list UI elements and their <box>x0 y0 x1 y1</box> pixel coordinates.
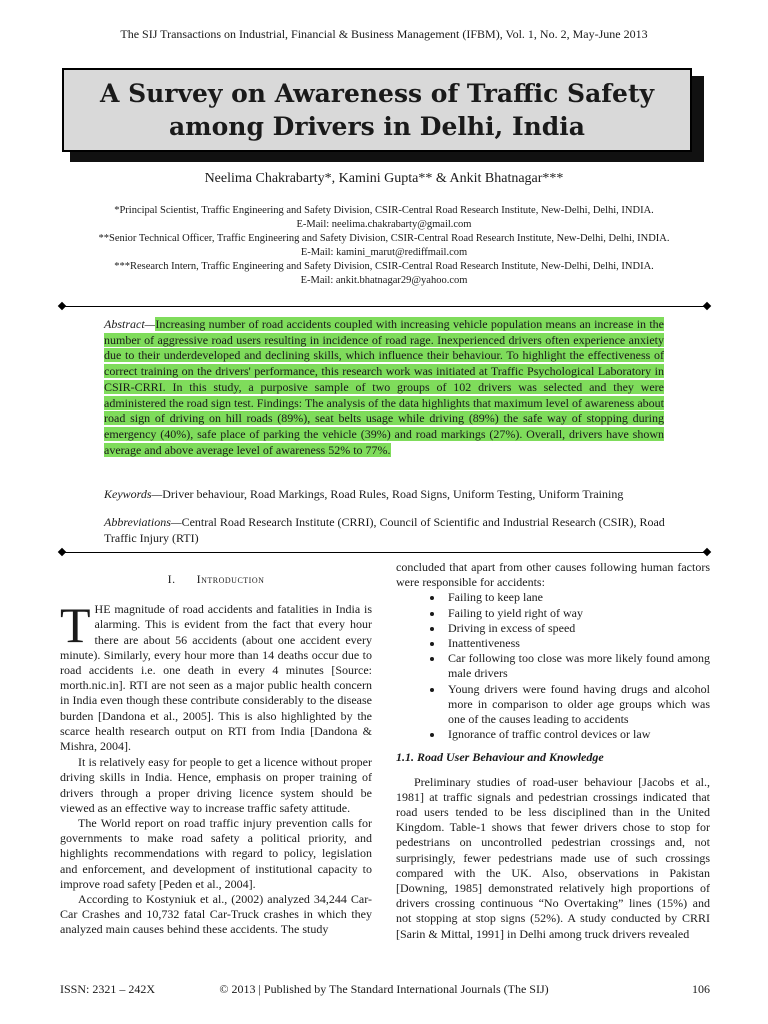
footer-publisher: © 2013 | Published by The Standard International Journals (The SIJ) <box>219 982 549 996</box>
abstract <box>104 317 664 458</box>
email-2: E-Mail: kamini_marut@rediffmail.com <box>300 247 468 258</box>
top-divider-right-diamond <box>703 302 711 310</box>
right-paragraph-2: Preliminary studies of road-user behaviour [Jacobs et al., 1981] at traffic signals and pedestrian crossings indicated that road users tended to be less disciplined than in the United Kingdom. Table-1 shows that fewer drivers chose to stop for pedestrians on uncontrolled pedestrian crossings and, not surprisingly, fewer pedestrians made use of such crossings compared with the UK. Also, observations in Pakistan [Downing, 1985] demonstrated relatively high proportions of drivers crossing continuous “No Overtaking” lines (15%) and not stopping at stop signs (52%). A study conducted by CRRI [Sarin & Mittal, 1991] in Delhi among truck drivers revealed <box>396 774 710 941</box>
paper-title-line-1: A Survey on Awareness of Traffic Safety <box>99 79 655 108</box>
affiliation-3: ***Research Intern, Traffic Engineering and Safety Division, CSIR-Central Road Research Institute, New-Delhi, Delhi, INDIA. <box>114 261 654 272</box>
affiliation-1: *Principal Scientist, Traffic Engineering and Safety Division, CSIR-Central Road Research Institute, New-Delhi, Delhi, INDIA. <box>114 205 654 216</box>
title-box <box>62 68 692 152</box>
left-column <box>60 572 372 938</box>
intro-paragraph-1 <box>60 597 372 754</box>
list-item: • Driving in excess of speed <box>444 621 710 636</box>
drop-cap: T <box>60 597 91 654</box>
intro-paragraph-1-text: HE magnitude of road accidents and fatalities in India is alarming. This is evident from the fact that every hour there are about 56 accidents (about one accident every minute). Similarly, every hour more than 14 deaths occur due to road accidents i.e. one death in every 4 minutes [Source: morth.nic.in]. RTI are not seen as a major public health concern in India even though these contribute considerably to the disease burden [Dandona et al., 2005]. This is also highlighted by the scarce health research output on RTI from India [Dandona & Mishra, 2004]. <box>60 602 372 754</box>
list-item: • Failing to keep lane <box>444 590 710 605</box>
right-paragraph-1: concluded that apart from other causes following human factors were responsible for accidents: <box>396 560 710 590</box>
bottom-divider <box>62 552 708 553</box>
affiliation-2: **Senior Technical Officer, Traffic Engineering and Safety Division, CSIR-Central Road Research Institute, New-Delhi, Delhi, INDIA. <box>98 233 670 244</box>
footer-issn: ISSN: 2321 – 242X <box>60 982 156 996</box>
intro-paragraph-3: The World report on road traffic injury prevention calls for governments to make road safety a political priority, and highlights recommendations with regard to policy, legislation and enforcement, and development of institutional capacity to improve road safety [Peden et al., 2004]. <box>60 816 372 891</box>
abbreviations <box>104 514 674 546</box>
keywords-text: Driver behaviour, Road Markings, Road Rules, Road Signs, Uniform Testing, Uniform Training <box>162 487 624 501</box>
abbreviations-text: Central Road Research Institute (CRRI), Council of Scientific and Industrial Research (CSIR), Road Traffic Injury (RTI) <box>104 515 665 545</box>
top-divider-left-diamond <box>58 302 66 310</box>
keywords <box>104 486 664 502</box>
email-1: E-Mail: neelima.chakrabarty@gmail.com <box>296 219 472 230</box>
author-list: Neelima Chakrabarty*, Kamini Gupta** & Ankit Bhatnagar*** <box>204 171 564 186</box>
section-title: Introduction <box>196 572 265 586</box>
human-factors-list <box>396 590 710 742</box>
running-head: The SIJ Transactions on Industrial, Financial & Business Management (IFBM), Vol. 1, No. 2, May-June 2013 <box>120 27 648 41</box>
abstract-label: Abstract— <box>104 317 156 331</box>
footer-page-number: 106 <box>692 982 710 996</box>
list-item: • Young drivers were found having drugs and alcohol more in comparison to older age groups which was one of the causes leading to accidents <box>444 682 710 728</box>
list-item: • Inattentiveness <box>444 636 710 651</box>
bottom-divider-right-diamond <box>703 548 711 556</box>
intro-paragraph-2: It is relatively easy for people to get a licence without proper driving skills in India. Hence, emphasis on proper training of drivers through a proper driving licence system should be viewed as an effective way to increase traffic safety attitude. <box>60 755 372 815</box>
bottom-divider-left-diamond <box>58 548 66 556</box>
list-item: • Car following too close was more likely found among male drivers <box>444 651 710 681</box>
subsection-heading: 1.1. Road User Behaviour and Knowledge <box>396 750 604 765</box>
paper-title-line-2: among Drivers in Delhi, India <box>168 112 585 141</box>
top-divider <box>62 306 708 307</box>
section-heading-introduction <box>60 572 372 587</box>
list-item: • Failing to yield right of way <box>444 606 710 621</box>
right-column <box>396 560 710 942</box>
email-3: E-Mail: ankit.bhatnagar29@yahoo.com <box>300 275 468 286</box>
intro-paragraph-4: According to Kostyniuk et al., (2002) analyzed 34,244 Car-Car Crashes and 10,732 fatal Car-Truck crashes in which they analyzed main causes behind these accidents. The study <box>60 892 372 937</box>
abbreviations-label: Abbreviations— <box>104 515 182 529</box>
keywords-label: Keywords— <box>104 487 163 501</box>
section-number: I. <box>167 572 176 586</box>
abstract-text: Increasing number of road accidents coupled with increasing vehicle population means an increase in the number of aggressive road users resulting in incidence of road rage. Inexperienced drivers often experience anxiety due to their underdeveloped and declining skills, which influence their behaviour. To highlight the effectiveness of correct training on the drivers' performance, this research work was initiated at Traffic Psychological Laboratory in CSIR-CRRI. In this study, a purposive sample of two groups of 102 drivers was selected and they were administered the road sign test. Findings: The analysis of the data highlights that maximum level of awareness about road sign of driving on hill roads (89%), seat belts usage while driving (89%) the safe way of stopping during emergency (40%), safe place of parking the vehicle (39%) and road markings (27%). Overall, drivers have shown average and above average level of awareness 52% to 77%. <box>104 317 664 457</box>
list-item: • Ignorance of traffic control devices or law <box>444 727 710 742</box>
